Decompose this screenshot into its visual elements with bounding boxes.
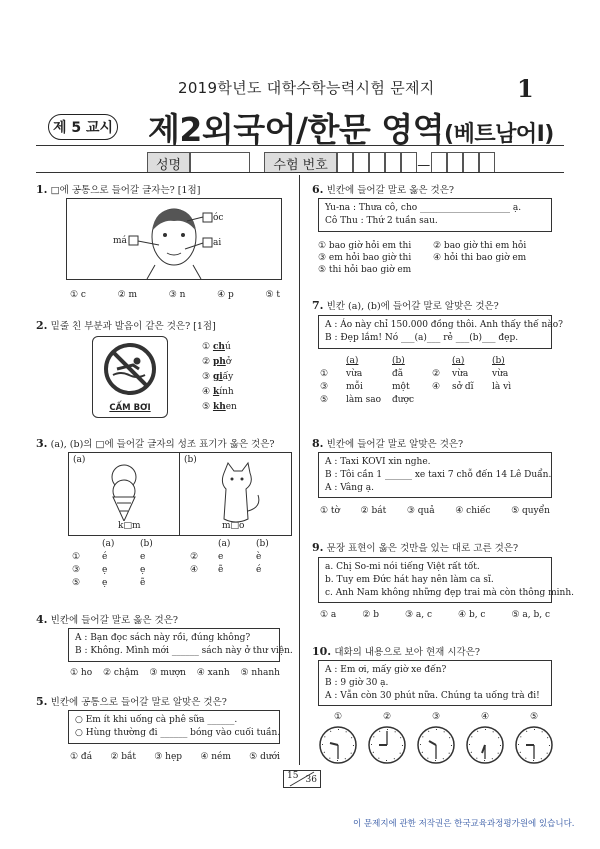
q3-figure-box [68,452,292,536]
column-divider [299,175,300,765]
q6-option[interactable]: ⑤ thi hỏi bao giờ em [318,265,412,275]
sign-text: CẤM BƠI [109,403,151,413]
exam-number-cell[interactable] [431,152,447,173]
no-swimming-icon [93,337,167,399]
q3-option-row[interactable]: ① é e ② e è [72,552,262,562]
q4-option[interactable]: ① ho [70,668,93,678]
exam-number-cell[interactable] [401,152,417,173]
q6-option[interactable]: ① bao giờ hỏi em thi [318,241,412,251]
q1-options [70,290,280,300]
q1-label-ai: ai [213,238,222,248]
q7-option-row[interactable]: ① vừa đã ② vừa vừa [320,369,509,379]
subject-main: 제2외국어/한문 영역 [148,110,445,149]
q10-clocks [318,724,554,766]
q5-option[interactable]: ⑤ dưới [249,752,280,762]
q4-option[interactable]: ⑤ nhanh [240,668,280,678]
q3-option-row[interactable]: ⑤ ẹ ẽ [72,578,146,588]
q9-option[interactable]: ② b [362,610,379,620]
q2-option[interactable]: ③ giấy [202,372,234,382]
q4-options [70,668,280,678]
q2-stem: 2. 밑줄 친 부분과 발음이 같은 것은? [1점] [36,319,216,332]
q3-option-row[interactable]: ③ ẹ ẹ ④ ẽ é [72,565,262,575]
clock-icon [418,727,454,763]
q2-option[interactable]: ④ kính [202,387,234,397]
q2-option[interactable]: ① chú [202,342,231,352]
q3-options-table: (a) (b) (a) (b) ① é e ② e è ③ ẹ ẹ ④ ẽ é ⑤ ẹ ẽ [72,539,269,588]
exam-number-cell[interactable] [479,152,495,173]
q8-option[interactable]: ④ chiếc [455,506,491,516]
q9-option[interactable]: ① a [320,610,337,620]
exam-number-cell[interactable] [385,152,401,173]
q9-options [320,610,550,620]
face-illustration [67,199,281,279]
q1-figure-box [66,198,282,280]
q5-options [70,752,280,762]
q8-option[interactable]: ⑤ quyển [511,506,550,516]
q1-option[interactable]: ③ n [168,290,186,300]
q6-option[interactable]: ② bao giờ thi em hỏi [433,241,527,251]
q9-sentence-box: a. Chị So-mi nói tiếng Việt rất tốt. b. Tuy em Đức hát hay nên làm ca sĩ. c. Anh Nam không những đẹp trai mà còn thông minh. [318,557,552,603]
cat-icon [180,459,290,529]
clock-icon [516,727,552,763]
q7-options-table: (a) (b) (a) (b) ① vừa đã ② vừa vừa ③ mỗi một ④ sở dĩ là vì ⑤ làm sao được [320,356,512,405]
exam-title: 2019학년도 대학수학능력시험 문제지 [178,79,435,97]
page-number: 1 [517,74,534,103]
q2-option[interactable]: ② phở [202,357,232,367]
q1-option[interactable]: ② m [117,290,138,300]
q10-option-label[interactable]: ⑤ [529,712,539,722]
q1-option[interactable]: ⑤ t [265,290,280,300]
q5-option[interactable]: ③ hẹp [154,752,183,762]
name-divider [36,172,564,173]
q3-panel-b: (b) [180,453,290,535]
q9-stem: 9. 문장 표현이 옳은 것만을 있는 대로 고른 것은? [312,541,519,554]
q10-option-label[interactable]: ① [333,712,343,722]
q5-option[interactable]: ④ ném [200,752,231,762]
exam-number-cell[interactable] [353,152,369,173]
subject-sub: (베트남어Ⅰ) [444,122,554,147]
clock-icon [369,727,405,763]
q1-option[interactable]: ④ p [217,290,234,300]
q8-option[interactable]: ① tờ [320,506,340,516]
q1-stem: 1. □에 공통으로 들어갈 글자는? [1점] [36,183,201,196]
exam-number-label: 수험 번호 [264,152,336,173]
q6-option[interactable]: ④ hỏi thi bao giờ em [433,253,527,263]
q9-option[interactable]: ③ a, c [404,610,433,620]
q10-option-label[interactable]: ③ [431,712,441,722]
page-indicator: 15 36 [283,770,321,788]
q6-stem: 6. 빈칸에 들어갈 말로 옳은 것은? [312,183,454,196]
q8-stem: 8. 빈칸에 들어갈 말로 알맞은 것은? [312,437,464,450]
header-rule [36,145,564,146]
q10-stem: 10. 대화의 내용으로 보아 현재 시각은? [312,645,480,658]
exam-number-cell[interactable] [463,152,479,173]
name-field[interactable] [190,152,250,173]
no-swimming-sign [92,336,168,418]
q2-options [202,340,237,415]
q4-option[interactable]: ② chậm [102,668,139,678]
q3-word-b: m□o [222,521,245,531]
q9-option[interactable]: ⑤ a, b, c [511,610,550,620]
q4-option[interactable]: ③ mượn [149,668,186,678]
copyright-notice: 이 문제지에 관한 저작권은 한국교육과정평가원에 있습니다. [353,819,575,829]
q6-options [318,240,552,276]
period-badge: 제 5 교시 [48,114,118,140]
exam-number-cell[interactable] [369,152,385,173]
q7-stem: 7. 빈칸 (a), (b)에 들어갈 말로 알맞은 것은? [312,299,499,312]
clock-icon [467,727,503,763]
q7-dialog-box: A : Áo này chỉ 150.000 đồng thôi. Anh thấy thế nào? B : Đẹp lắm! Nó ___(a)___ rẻ ___(b)___ đẹp. [318,315,552,349]
q10-option-label[interactable]: ② [382,712,392,722]
q4-option[interactable]: ④ xanh [196,668,230,678]
q2-option[interactable]: ⑤ khen [202,402,237,412]
q3-word-a: k□m [118,521,141,531]
q5-sentence-box: ○ Em ít khi uống cà phê sữa ______. ○ Hùng thường đi ______ bóng vào cuối tuần. [68,710,280,744]
subject-title [148,104,554,151]
q8-option[interactable]: ② bát [360,506,387,516]
q1-label-ma: má [113,236,127,246]
q9-option[interactable]: ④ b, c [458,610,486,620]
q5-option[interactable]: ② bắt [110,752,136,762]
q3-stem: 3. (a), (b)의 □에 들어갈 글자의 성조 표기가 옳은 것은? [36,437,275,450]
q8-dialog-box: A : Taxi KOVI xin nghe. B : Tôi cần 1 ______ xe taxi 7 chỗ đến 14 Lê Duẩn. A : Vâng ạ. [318,452,552,498]
q10-option-label[interactable]: ④ [480,712,490,722]
q6-option[interactable]: ③ em hỏi bao giờ thi [318,253,412,263]
q4-dialog-box: A : Bạn đọc sách này rồi, đúng không? B : Không. Mình mới ______ sách này ở thư viện. [68,628,280,662]
q7-option-row[interactable]: ⑤ làm sao được [320,395,415,405]
name-label: 성명 [147,152,190,173]
q10-clock-labels [318,712,554,722]
q4-stem: 4. 빈칸에 들어갈 말로 옳은 것은? [36,613,178,626]
q5-option[interactable]: ① đá [70,752,93,762]
name-bar: 성명 수험 번호 — [147,152,495,173]
q1-option[interactable]: ① c [70,290,86,300]
q6-dialog-box: Yu-na : Thưa cô, cho ____________________ ạ. Cô Thu : Thứ 2 tuần sau. [318,198,552,232]
q3-panel-a: (a) [69,453,180,535]
q1-label-oc: óc [213,213,224,223]
q10-dialog-box: A : Em ơi, mấy giờ xe đến? B : 9 giờ 30 ạ. A : Vẫn còn 30 phút nữa. Chúng ta uống trà đi! [318,660,552,706]
q7-option-row[interactable]: ③ mỗi một ④ sở dĩ là vì [320,382,512,392]
q8-option[interactable]: ③ quả [406,506,435,516]
exam-number-cell[interactable] [337,152,353,173]
clock-icon [320,727,356,763]
exam-number-cell[interactable] [447,152,463,173]
ice-cream-icon [69,461,179,521]
q8-options [320,506,550,516]
q5-stem: 5. 빈칸에 공통으로 들어갈 말로 알맞은 것은? [36,695,227,708]
